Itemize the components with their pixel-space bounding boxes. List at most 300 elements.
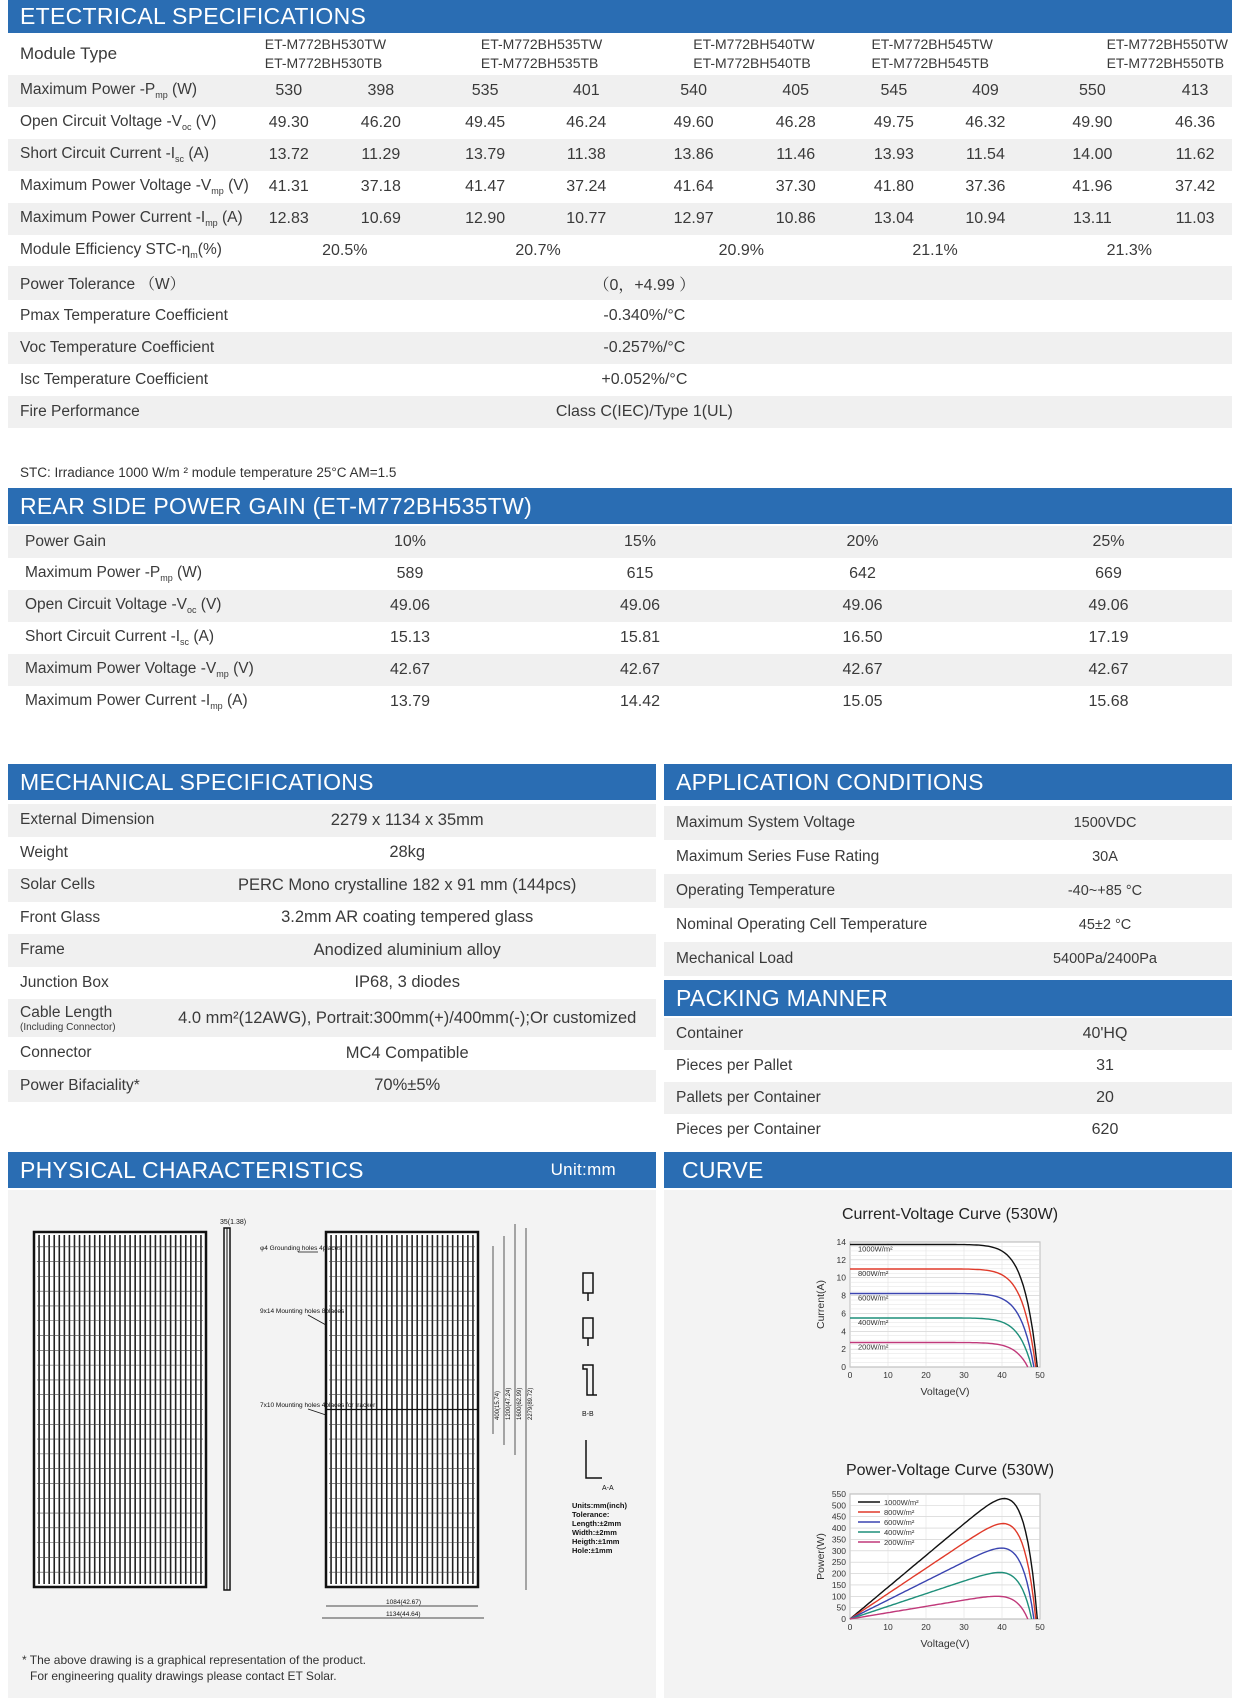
row-label-text: Short Circuit Current -I — [20, 145, 176, 163]
y-tick-label: 500 — [831, 1500, 846, 1511]
row-label: Maximum System Voltage — [676, 814, 856, 831]
efficiency-cell: 21.3% — [1106, 241, 1152, 259]
x-tick-label: 10 — [883, 1370, 893, 1380]
y-tick-label: 2 — [841, 1344, 846, 1355]
table-row — [8, 364, 1232, 396]
packing-title: PACKING MANNER — [676, 984, 889, 1011]
table-row — [8, 139, 1232, 171]
value-cell: 40'HQ — [1082, 1025, 1128, 1042]
x-tick-label: 30 — [959, 1622, 969, 1632]
value-cell: 46.28 — [775, 114, 816, 131]
grounding-label: φ4 Grounding holes 4places — [260, 1245, 342, 1252]
mounting-leader-1 — [308, 1315, 326, 1325]
y-tick-label: 300 — [831, 1545, 846, 1556]
table-row — [8, 332, 1232, 364]
tolerance-notes — [572, 1501, 628, 1555]
table-row — [8, 235, 1232, 266]
height-label-2: 1200(47.24) — [506, 1387, 512, 1420]
application-section-header — [664, 764, 1232, 800]
value-cell: 49.75 — [873, 114, 914, 131]
row-label — [8, 622, 280, 654]
row-label — [8, 526, 280, 558]
height-label-3: 1600(62.99) — [517, 1387, 523, 1420]
row-label — [8, 139, 253, 171]
table-row — [8, 396, 1232, 428]
efficiency-cell: 21.1% — [912, 241, 958, 259]
y-tick-label: 10 — [836, 1272, 846, 1283]
iv-curve-chart — [810, 1232, 1210, 1452]
table-row — [8, 1070, 656, 1103]
row-label-subscript: oc — [186, 605, 197, 616]
row-label: Pieces per Pallet — [676, 1057, 793, 1074]
row-label: Pmax Temperature Coefficient — [20, 307, 228, 324]
row-sublabel: (Including Connector) — [20, 1021, 116, 1033]
value-cell: 11.54 — [965, 146, 1005, 163]
curve-title: CURVE — [682, 1156, 764, 1183]
value-cell: 14.42 — [619, 693, 661, 710]
height-label-1: 400(15.74) — [495, 1390, 501, 1420]
value-cell: 409 — [972, 82, 999, 99]
y-axis-label: Current(A) — [815, 1279, 827, 1330]
table-row — [664, 1114, 1232, 1146]
value-cell: 20 — [1096, 1089, 1114, 1106]
value-cell: 530 — [275, 82, 303, 99]
value-cell: 42.67 — [389, 661, 431, 678]
value-cell: 13.79 — [465, 146, 506, 163]
row-label: Isc Temperature Coefficient — [20, 371, 209, 388]
value-cell: 37.36 — [965, 178, 1006, 195]
x-tick-label: 0 — [847, 1370, 853, 1380]
y-tick-label: 450 — [831, 1511, 846, 1522]
table-row — [8, 33, 1232, 75]
application-conditions-table — [664, 806, 1232, 976]
model-name-tw: ET-M772BH550TW — [1106, 36, 1228, 52]
row-label: Operating Temperature — [676, 882, 836, 899]
value-cell: 41.80 — [873, 178, 914, 195]
efficiency-cell: 20.9% — [718, 241, 765, 259]
value-cell: 46.32 — [965, 114, 1006, 131]
row-label-text: Maximum Power -P — [25, 564, 161, 582]
value-cell: 669 — [1095, 565, 1122, 582]
x-tick-label: 50 — [1035, 1370, 1045, 1380]
mechanical-spec-table — [8, 804, 656, 1102]
x-tick-label: 50 — [1035, 1622, 1045, 1632]
row-label-text: Open Circuit Voltage -V — [20, 113, 182, 131]
table-row — [664, 1018, 1232, 1050]
physical-drawing-panel — [8, 1190, 656, 1698]
row-label-text: Maximum Power -P — [20, 81, 156, 99]
front-view-panel — [34, 1232, 206, 1587]
value-cell: 42.67 — [842, 661, 883, 678]
table-row — [664, 942, 1232, 976]
value-cell: 405 — [782, 82, 810, 99]
row-label — [8, 590, 280, 622]
row-label — [8, 804, 158, 837]
value-cell: 37.24 — [566, 178, 607, 195]
footnote-line-2: For engineering quality drawings please contact ET Solar. — [30, 1669, 337, 1683]
model-cell — [437, 33, 639, 75]
x-tick-label: 10 — [883, 1622, 893, 1632]
row-label-text: Short Circuit Current -I — [25, 628, 181, 646]
value-cell: 3.2mm AR coating tempered glass — [281, 908, 534, 927]
model-name-tb: ET-M772BH540TB — [693, 55, 811, 71]
electrical-section-header — [8, 0, 1232, 33]
row-label — [8, 171, 253, 203]
legend-label: 600W/m² — [884, 1518, 915, 1527]
frame-section-details — [583, 1273, 602, 1478]
electrical-spec-table — [8, 33, 1232, 428]
row-label-text: Junction Box — [20, 973, 109, 991]
value-cell: 10% — [393, 533, 427, 550]
row-label-text: Power Bifaciality* — [20, 1076, 140, 1094]
row-label-unit: (A) — [217, 209, 243, 227]
physical-unit: Unit:mm — [550, 1160, 616, 1179]
row-label: Pieces per Container — [676, 1121, 821, 1138]
value-cell: 41.47 — [465, 178, 506, 195]
value-cell: 46.24 — [566, 114, 607, 131]
x-axis-label: Voltage(V) — [920, 1638, 970, 1650]
table-row — [664, 874, 1232, 908]
value-cell: 398 — [367, 82, 395, 99]
value-cell: 49.60 — [673, 114, 714, 131]
value-cell: 16.50 — [842, 629, 883, 646]
model-name-tw: ET-M772BH540TW — [693, 36, 815, 52]
row-label-unit: (%) — [197, 240, 222, 258]
module-drawing — [8, 1190, 656, 1698]
row-label — [8, 967, 158, 1000]
y-tick-label: 550 — [831, 1489, 846, 1499]
table-row — [8, 107, 1232, 139]
table-row — [8, 934, 656, 967]
mounting-leader-2 — [308, 1409, 326, 1415]
iv-chart-title: Current-Voltage Curve (530W) — [841, 1206, 1059, 1223]
legend-label: 200W/m² — [884, 1538, 915, 1547]
tolerance-line: Units:mm(inch) — [572, 1501, 627, 1510]
value-cell: 1500VDC — [1073, 815, 1137, 831]
value-cell: 28kg — [389, 843, 426, 862]
model-cell — [843, 33, 1026, 75]
y-tick-label: 0 — [841, 1362, 846, 1372]
legend-label: 800W/m² — [884, 1508, 915, 1517]
row-label-text: Front Glass — [20, 908, 101, 926]
value-cell: 12.97 — [673, 210, 714, 227]
y-tick-label: 50 — [836, 1602, 846, 1613]
rear-gain-table — [8, 526, 1232, 718]
value-cell: 15.05 — [842, 693, 883, 710]
value-cell: 41.31 — [268, 178, 309, 195]
value-cell: 413 — [1181, 82, 1209, 99]
table-row — [8, 203, 1232, 235]
table-row — [8, 266, 1232, 300]
table-row — [8, 558, 1232, 590]
value-cell: 37.42 — [1175, 178, 1216, 195]
application-title: APPLICATION CONDITIONS — [676, 768, 984, 795]
row-label-subscript: mp — [216, 669, 229, 680]
x-axis-label: Voltage(V) — [920, 1386, 970, 1398]
model-name-tb: ET-M772BH530TB — [264, 55, 383, 71]
tolerance-line: Hole:±1mm — [572, 1546, 613, 1555]
value-cell: 540 — [680, 82, 707, 99]
value-cell: Anodized aluminium alloy — [313, 940, 501, 959]
value-cell: 12.83 — [268, 210, 309, 227]
y-tick-label: 6 — [841, 1308, 846, 1319]
x-tick-label: 40 — [997, 1622, 1007, 1632]
merged-value-cell: +0.052%/°C — [601, 371, 688, 388]
table-row — [8, 1037, 656, 1070]
value-cell: 15% — [623, 533, 657, 550]
mounting-label-1: 9x14 Mounting holes 8places — [260, 1308, 345, 1315]
value-cell: 25% — [1092, 533, 1125, 550]
table-row — [664, 840, 1232, 874]
value-cell: 49.45 — [465, 114, 506, 131]
row-label: Pallets per Container — [676, 1089, 821, 1106]
table-row — [8, 526, 1232, 558]
y-tick-label: 100 — [831, 1591, 846, 1602]
row-label-text: Solar Cells — [20, 876, 95, 894]
row-label-subscript: sc — [180, 637, 190, 648]
value-cell: 41.64 — [673, 178, 714, 195]
model-name-tw: ET-M772BH545TW — [871, 36, 993, 52]
value-cell: 642 — [849, 565, 876, 582]
value-cell: 11.29 — [361, 146, 401, 163]
row-label — [8, 107, 253, 139]
legend-label: 600W/m² — [858, 1293, 889, 1303]
row-label-unit: (V) — [228, 660, 254, 678]
value-cell: 13.79 — [389, 693, 431, 710]
row-label-text: Maximum Power Voltage -V — [20, 177, 212, 195]
table-row — [8, 804, 656, 837]
tolerance-line: Tolerance: — [572, 1510, 610, 1519]
value-cell: 15.81 — [619, 629, 661, 646]
row-label-subscript: mp — [211, 186, 224, 197]
thickness-label: 35(1.38) — [220, 1219, 247, 1226]
value-cell: 5400Pa/2400Pa — [1052, 951, 1157, 967]
row-label-subscript: m — [190, 250, 198, 261]
row-label-text: Module Efficiency STC-η — [20, 240, 191, 258]
row-label: Maximum Series Fuse Rating — [676, 848, 880, 865]
x-tick-label: 40 — [997, 1370, 1007, 1380]
legend-label: 1000W/m² — [858, 1244, 893, 1254]
value-cell: 46.20 — [360, 114, 401, 131]
value-cell: 4.0 mm²(12AWG), Portrait:300mm(+)/400mm(-);Or customized — [178, 1008, 637, 1027]
mechanical-title: MECHANICAL SPECIFICATIONS — [20, 768, 374, 795]
row-label-text: Maximum Power Current -I — [25, 692, 211, 710]
table-row — [8, 967, 656, 1000]
y-tick-label: 200 — [831, 1568, 846, 1579]
value-cell: 11.62 — [1175, 146, 1215, 163]
row-label — [8, 902, 158, 935]
value-cell: 15.68 — [1088, 693, 1129, 710]
y-tick-label: 250 — [831, 1557, 846, 1568]
model-name-tw: ET-M772BH535TW — [480, 36, 603, 52]
row-label-subscript: mp — [205, 218, 218, 229]
value-cell: 49.30 — [268, 114, 309, 131]
value-cell: 31 — [1096, 1057, 1114, 1074]
table-row — [8, 300, 1232, 332]
y-tick-label: 14 — [836, 1237, 846, 1247]
value-cell: 615 — [626, 565, 654, 582]
legend-label: 200W/m² — [858, 1342, 889, 1352]
row-label-subscript: mp — [155, 90, 168, 101]
merged-value-cell: （0，+4.99 ） — [593, 276, 696, 294]
row-label — [8, 999, 158, 1037]
row-label-text: Maximum Power Current -I — [20, 209, 206, 227]
model-name-tw: ET-M772BH530TW — [264, 36, 387, 52]
value-cell: 10.86 — [775, 210, 816, 227]
x-tick-label: 20 — [921, 1622, 931, 1632]
y-tick-label: 350 — [831, 1534, 846, 1545]
value-cell: -40~+85 °C — [1067, 883, 1143, 899]
table-row — [8, 654, 1232, 686]
stc-note: STC: Irradiance 1000 W/m ² module temperature 25°C AM=1.5 — [20, 465, 397, 480]
legend-label: 400W/m² — [884, 1528, 915, 1537]
value-cell: 2279 x 1134 x 35mm — [330, 810, 484, 829]
tolerance-line: Length:±2mm — [572, 1519, 622, 1528]
model-cell — [253, 33, 437, 75]
value-cell: 14.00 — [1072, 146, 1113, 163]
row-label-unit: (W) — [172, 564, 202, 582]
electrical-title: ETECTRICAL SPECIFICATIONS — [20, 3, 367, 29]
value-cell: 10.77 — [566, 210, 607, 227]
row-label — [8, 1070, 158, 1103]
physical-section-header — [8, 1152, 656, 1188]
module-type-label: Module Type — [20, 44, 118, 63]
value-cell: 401 — [572, 82, 600, 99]
row-label-text: Frame — [20, 941, 65, 959]
value-cell: PERC Mono crystalline 182 x 91 mm (144pcs) — [238, 875, 577, 894]
y-tick-label: 0 — [841, 1614, 846, 1624]
row-label-text: Open Circuit Voltage -V — [25, 596, 187, 614]
value-cell: 11.46 — [776, 146, 816, 163]
row-label-text: Power Gain — [25, 533, 106, 550]
table-row — [8, 902, 656, 935]
merged-value-cell: -0.340%/°C — [603, 307, 686, 324]
row-label — [8, 75, 253, 107]
value-cell: 49.06 — [389, 597, 431, 614]
table-row — [664, 1082, 1232, 1114]
physical-title: PHYSICAL CHARACTERISTICS — [20, 1156, 364, 1183]
value-cell: 49.06 — [1088, 597, 1129, 614]
value-cell: 550 — [1079, 82, 1106, 99]
value-cell: 13.86 — [673, 146, 714, 163]
row-label — [8, 203, 253, 235]
rear-section-header — [8, 488, 1232, 524]
merged-value-cell: -0.257%/°C — [603, 339, 686, 356]
value-cell: 15.13 — [389, 629, 431, 646]
model-cell — [1027, 33, 1232, 75]
row-label-text: External Dimension — [20, 811, 155, 829]
section-bb-label: B-B — [582, 1411, 594, 1418]
curve-section-header — [664, 1152, 1232, 1188]
section-aa-label: A-A — [602, 1485, 614, 1492]
table-row — [8, 171, 1232, 203]
value-cell: 70%±5% — [374, 1076, 441, 1095]
table-row — [8, 837, 656, 870]
row-label-subscript: sc — [175, 154, 185, 165]
value-cell: 45±2 °C — [1078, 917, 1132, 933]
footnote-line-1: * The above drawing is a graphical representation of the product. — [22, 1653, 366, 1667]
legend-label: 800W/m² — [858, 1268, 889, 1278]
y-tick-label: 8 — [841, 1290, 846, 1301]
value-cell: 11.03 — [1175, 210, 1215, 227]
row-label — [8, 686, 280, 718]
value-cell: 30A — [1092, 849, 1118, 865]
row-label: Voc Temperature Coefficient — [20, 339, 215, 356]
table-row — [8, 869, 656, 902]
value-cell: 37.30 — [775, 178, 816, 195]
row-label: Fire Performance — [20, 403, 140, 420]
row-label — [8, 235, 253, 266]
value-cell: 49.06 — [619, 597, 661, 614]
row-label-unit: (V) — [223, 177, 249, 195]
row-label-text: Cable Length — [20, 1003, 113, 1021]
legend-label: 1000W/m² — [884, 1498, 919, 1507]
row-label — [8, 1037, 158, 1070]
table-row — [8, 75, 1232, 107]
value-cell: 545 — [880, 82, 908, 99]
value-cell: 620 — [1091, 1121, 1119, 1138]
row-label — [8, 869, 158, 902]
value-cell: 12.90 — [465, 210, 506, 227]
value-cell: 13.11 — [1072, 210, 1112, 227]
rear-title: REAR SIDE POWER GAIN (ET-M772BH535TW) — [20, 492, 533, 519]
value-cell: 42.67 — [1088, 661, 1129, 678]
legend-label: 400W/m² — [858, 1317, 889, 1327]
efficiency-cell: 20.5% — [322, 241, 368, 259]
tolerance-line: Heigth:±1mm — [572, 1537, 620, 1546]
row-label: Power Tolerance （W） — [20, 276, 186, 293]
y-tick-label: 4 — [841, 1326, 846, 1337]
y-tick-label: 12 — [836, 1254, 846, 1265]
table-row — [8, 999, 656, 1037]
row-label-unit: (V) — [196, 596, 222, 614]
y-axis-label: Power(W) — [815, 1533, 827, 1580]
mechanical-section-header — [8, 764, 656, 800]
row-label — [8, 837, 158, 870]
row-label: Nominal Operating Cell Temperature — [676, 916, 928, 933]
width-label-1: 1084(42.67) — [386, 1599, 422, 1606]
model-name-tb: ET-M772BH545TB — [871, 55, 989, 71]
value-cell: 49.90 — [1072, 114, 1113, 131]
drawing-footnote — [22, 1652, 366, 1684]
mounting-label-2: 7x10 Mounting holes 4places for tracker — [260, 1402, 376, 1409]
row-label-subscript: oc — [181, 122, 192, 133]
width-label-2: 1134(44.64) — [386, 1611, 421, 1618]
pv-curve-chart — [810, 1484, 1210, 1704]
model-name-tb: ET-M772BH550TB — [1106, 55, 1225, 71]
value-cell: 46.36 — [1175, 114, 1216, 131]
model-name-tb: ET-M772BH535TB — [480, 55, 599, 71]
row-label-subscript: mp — [160, 573, 173, 584]
row-label: Container — [676, 1025, 744, 1042]
row-label — [8, 654, 280, 686]
value-cell: 42.67 — [619, 661, 661, 678]
back-view-panel — [326, 1232, 478, 1587]
value-cell: 13.93 — [873, 146, 914, 163]
table-row — [664, 1050, 1232, 1082]
x-tick-label: 30 — [959, 1370, 969, 1380]
value-cell: 10.94 — [965, 210, 1006, 227]
row-label-subscript: mp — [210, 701, 223, 712]
x-tick-label: 20 — [921, 1370, 931, 1380]
table-row — [8, 686, 1232, 718]
packing-section-header — [664, 980, 1232, 1016]
x-tick-label: 0 — [847, 1622, 853, 1632]
value-cell: 10.69 — [360, 210, 401, 227]
row-label-unit: (W) — [167, 81, 197, 99]
value-cell: 535 — [471, 82, 499, 99]
value-cell: IP68, 3 diodes — [354, 973, 460, 992]
